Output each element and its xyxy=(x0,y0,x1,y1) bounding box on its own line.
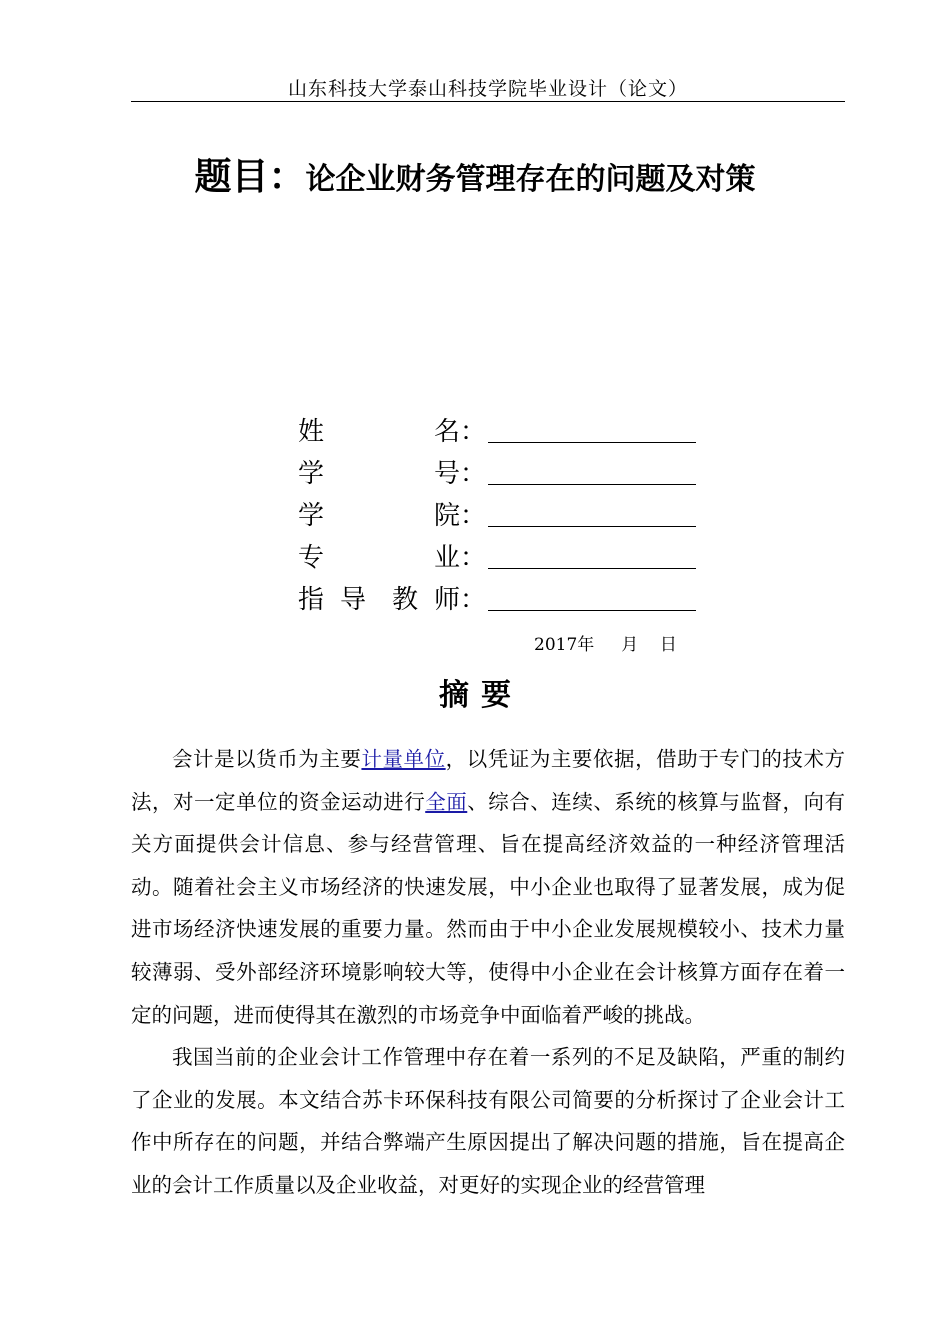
title-text: 论企业财务管理存在的问题及对策 xyxy=(305,162,756,197)
info-label: 指 导 教 师 ： xyxy=(298,584,486,615)
abstract-paragraph: 我国当前的企业会计工作管理中存在着一系列的不足及缺陷，严重的制约了企业的发展。本文结合苏卡环保科技有限公司简要的分析探讨了企业会计工作中所存在的问题，并结合弊端产生原因提出了解决问题的措施，旨在提高企业的会计工作质量以及企业收益，对更好的实现企业的经营管理 xyxy=(131,1045,845,1197)
abstract-paragraph: 会计是以货币为主要计量单位，以凭证为主要依据，借助于专门的技术方法，对一定单位的资金运动进行全面、综合、连续、系统的核算与监督，向有关方面提供会计信息、参与经营管理、旨在提高经济效益的一种经济管理活动。随着社会主义市场经济的快速发展，中小企业也取得了显著发展，成为促进市场经济快速发展的重要力量。然而由于中小企业发展规模较小、技术力量较薄弱、受外部经济环境影响较大等，使得中小企业在会计核算方面存在着一定的问题，进而使得其在激烈的市场竞争中面临着严峻的挑战。 xyxy=(131,747,846,1027)
hyperlink-comprehensive[interactable]: 全面 xyxy=(425,789,468,814)
title-label: 题目： xyxy=(194,155,306,198)
date-line xyxy=(534,630,677,655)
abstract-body xyxy=(131,738,845,1207)
abstract-heading: 摘要 xyxy=(439,678,523,713)
header-rule xyxy=(131,101,845,102)
advisor-blank-line xyxy=(488,610,696,611)
major-blank-line xyxy=(488,568,696,569)
info-label: 学 院 ： xyxy=(298,500,486,531)
page-header: 山东科技大学泰山科技学院毕业设计（论文） xyxy=(287,78,688,100)
thesis-title xyxy=(0,146,950,200)
info-label: 专 业 ： xyxy=(298,542,486,573)
name-blank-line xyxy=(488,442,696,443)
date-year: 2017年 xyxy=(534,635,595,655)
info-label: 学 号 ： xyxy=(298,458,486,489)
info-label: 姓 名 ： xyxy=(298,416,486,447)
college-blank-line xyxy=(488,526,696,527)
date-month: 月 xyxy=(621,635,639,655)
date-day: 日 xyxy=(659,635,677,655)
student-id-blank-line xyxy=(488,484,696,485)
hyperlink-measurement-unit[interactable]: 计量单位 xyxy=(361,747,446,771)
